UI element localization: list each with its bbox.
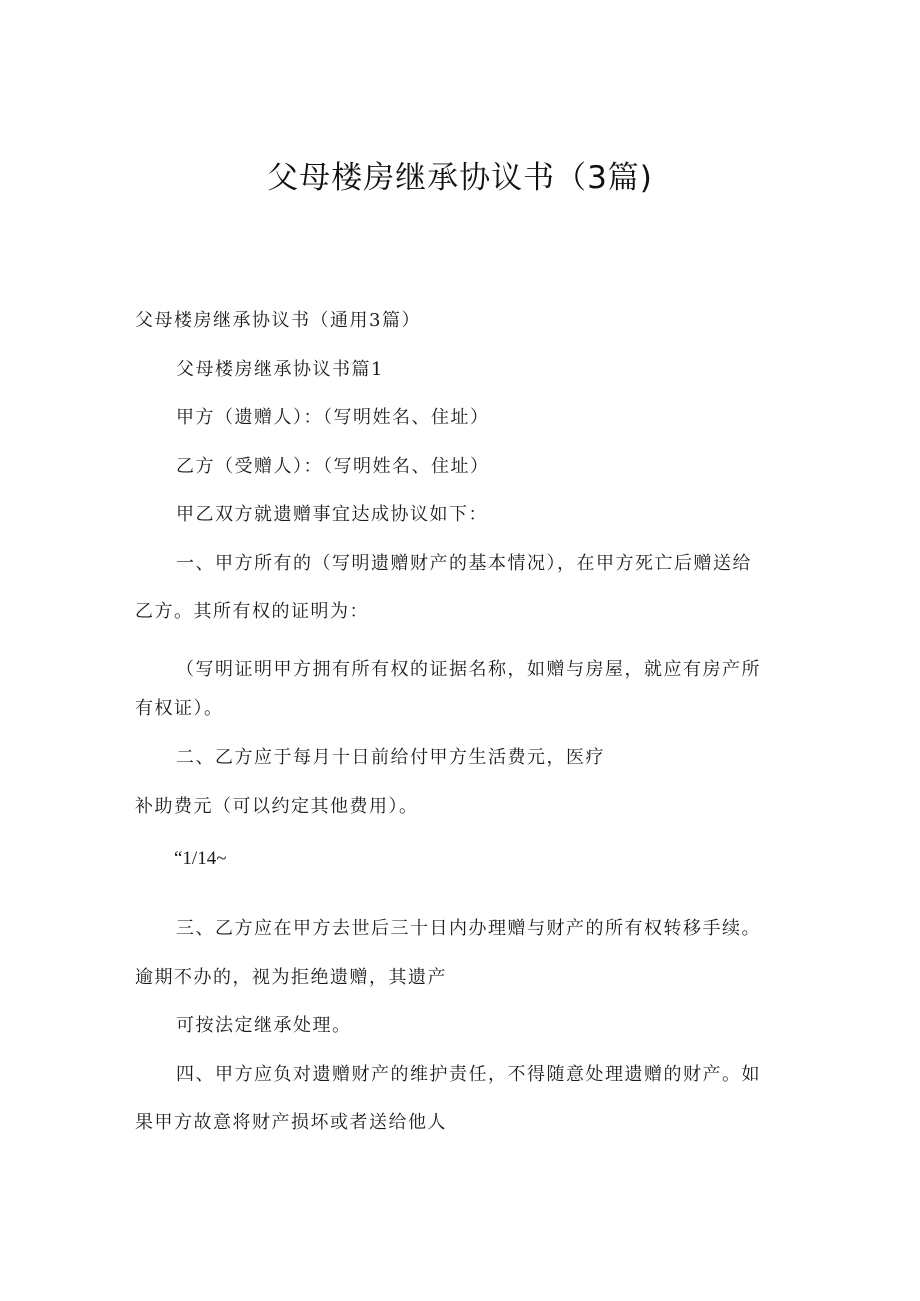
document-title: 父母楼房继承协议书（3篇) [267, 160, 653, 196]
section-heading: 父母楼房继承协议书篇1 [176, 359, 384, 380]
clause-4-line-1: 四、甲方应负对遗赠财产的维护责任，不得随意处理遗赠的财产。如 [176, 1064, 761, 1085]
clause-1-line-2: 乙方。其所有权的证明为： [135, 601, 369, 622]
party-a-line: 甲方（遗赠人）：（写明姓名、住址） [176, 407, 490, 428]
page-number: “1/14~ [174, 848, 227, 869]
clause-4-line-2: 果甲方故意将财产损坏或者送给他人 [135, 1112, 447, 1133]
clause-1-line-4: 有权证）。 [135, 698, 224, 719]
clause-2-line-1: 二、乙方应于每月十日前给付甲方生活费元，医疗 [176, 747, 605, 768]
clause-1-line-3: （写明证明甲方拥有所有权的证据名称，如赠与房屋，就应有房产所 [176, 659, 761, 680]
subtitle-line: 父母楼房继承协议书（通用3篇） [135, 310, 421, 331]
agreement-intro: 甲乙双方就遗赠事宜达成协议如下： [176, 504, 488, 525]
party-b-line: 乙方（受赠人）：（写明姓名、住址） [176, 456, 490, 477]
clause-1-line-1: 一、甲方所有的（写明遗赠财产的基本情况），在甲方死亡后赠送给 [176, 553, 752, 574]
clause-3-line-2: 逾期不办的，视为拒绝遗赠，其遗产 [135, 967, 447, 988]
clause-3-line-3: 可按法定继承处理。 [176, 1015, 352, 1036]
clause-2-line-2: 补助费元（可以约定其他费用）。 [135, 796, 419, 817]
clause-3-line-1: 三、乙方应在甲方去世后三十日内办理赠与财产的所有权转移手续。 [176, 918, 761, 939]
